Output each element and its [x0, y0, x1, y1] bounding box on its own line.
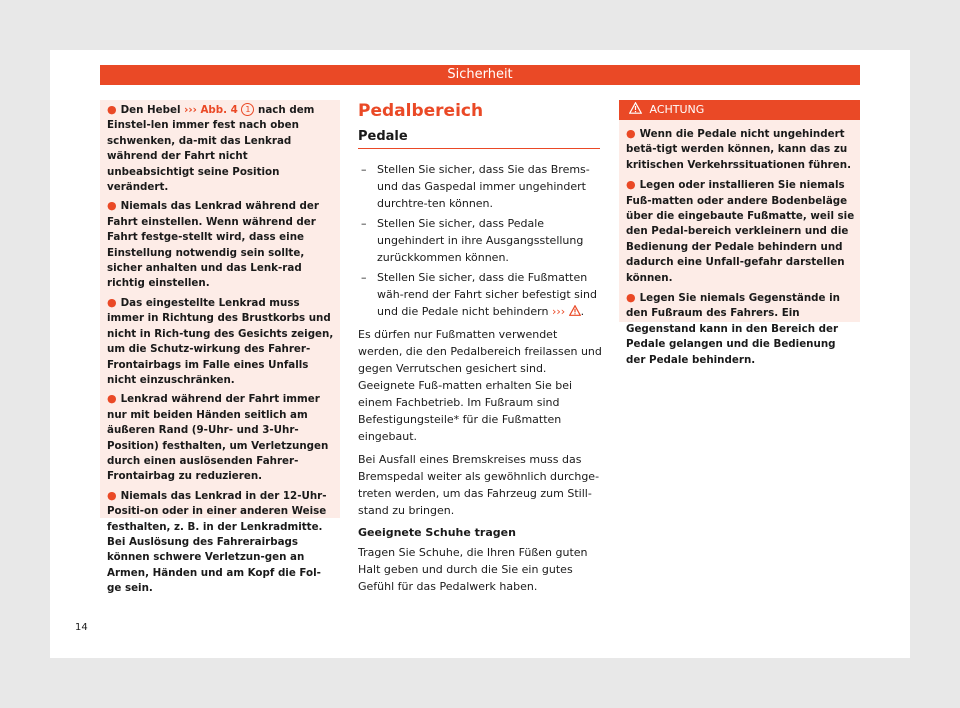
bullet-icon: ●: [107, 199, 117, 213]
pedal-section: [358, 100, 602, 601]
paragraph: Es dürfen nur Fußmatten verwendet werden, die den Pedalbereich freilassen und gegen Verrutschen gesichert sind. Geeignete Fuß-matten erhalten Sie bei einem Fachbetrieb. Im Fußraum sind Befestigungsteile* für die Fußmatten eingebaut.: [358, 328, 602, 443]
achtung-box: [619, 100, 860, 366]
page: [50, 50, 910, 658]
steering-warning-box: [100, 100, 340, 595]
page-number: 14: [75, 622, 88, 633]
bullet-icon: ●: [626, 291, 636, 305]
section-header: [100, 65, 860, 85]
bullet-icon: ●: [107, 488, 117, 502]
paragraph: Bei Ausfall eines Bremskreises muss das Bremspedal weiter als gewöhnlich durchge-treten werden, um das Fahrzeug zum Still-stand zu bringen.: [358, 453, 600, 517]
list-item: ● Den Hebel ››› Abb. 4 1 nach dem Einstel-len immer fest nach oben schwenken, da-mit das Lenkrad während der Fahrt nicht unbeabsichtigt seine Position verändert.: [107, 103, 315, 194]
list-item: ● Das eingestellte Lenkrad muss immer in Richtung des Brustkorbs und nicht in Rich-tung des Gesichts zeigen, um die Schutz-wirkung des Fahrer-Frontairbags im Falle eines Unfalls nicht einzuschränken.: [107, 295, 334, 386]
page-title: Pedalbereich: [358, 101, 484, 121]
list-item: ● Legen Sie niemals Gegenstände in den Fußraum des Fahrers. Ein Gegenstand kann in den Bereich der Pedale gelangen und die Bedienung der Pedale behindern.: [626, 291, 840, 366]
bullet-icon: ●: [626, 178, 636, 192]
section-title: Sicherheit: [447, 67, 513, 82]
section-subtitle: Pedale: [358, 129, 600, 149]
warning-triangle-icon: [629, 102, 642, 114]
list-item: ● Legen oder installieren Sie niemals Fuß-matten oder andere Bodenbeläge über die eingebaute Fußmatte, weil sie den Pedal-bereich verkleinern und die Bedienung der Pedale behindern und dadurch eine Unfall-gefahr darstellen können.: [626, 178, 855, 284]
list-item: ● Niemals das Lenkrad in der 12-Uhr-Positi-on oder in einer anderen Weise festhalten, z. B. in der Lenkradmitte. Bei Auslösung des Fahrerairbags können schwere Verletzun-gen an Armen, Händen und am Kopf die Fol-ge sein.: [107, 488, 327, 595]
bullet-icon: ●: [626, 127, 636, 140]
bullet-icon: ●: [107, 103, 117, 116]
list-item: ● Lenkrad während der Fahrt immer nur mit beiden Händen seitlich am äußeren Rand (9-Uhr- und 3-Uhr-Position) festhalten, um Verletzungen durch einen auslösenden Fahrer-Frontairbag zu reduzieren.: [107, 392, 329, 483]
list-item: – Stellen Sie sicher, dass Sie das Brems- und das Gaspedal immer ungehindert durchtre-ten können.: [361, 163, 590, 210]
bullet-icon: ●: [107, 392, 117, 406]
list-item: ● Niemals das Lenkrad während der Fahrt einstellen. Wenn während der Fahrt festge-stellt wird, dass eine Einstellung notwendig sein sollte, sicher anhalten und das Lenk-rad richtig einstellen.: [107, 199, 319, 290]
list-item: – Stellen Sie sicher, dass die Fußmatten wäh-rend der Fahrt sicher befestigt sind und die Pedale nicht behindern ››› .: [361, 271, 597, 318]
achtung-label: ACHTUNG: [649, 103, 705, 116]
dash-list: [358, 161, 602, 320]
achtung-header: [619, 100, 860, 120]
callout-number-icon: 1: [241, 103, 254, 116]
subheading: Geeignete Schuhe tragen: [358, 526, 516, 539]
warning-triangle-icon: [569, 305, 581, 316]
paragraph: Tragen Sie Schuhe, die Ihren Füßen guten Halt geben und durch die Sie ein gutes Gefühl für das Pedalwerk haben.: [358, 546, 588, 593]
list-item: ● Wenn die Pedale nicht ungehindert betä-tigt werden können, kann das zu kritischen Verkehrssituationen führen.: [626, 127, 851, 171]
reference-link[interactable]: ››› Abb. 4: [184, 104, 238, 116]
list-item: – Stellen Sie sicher, dass Pedale ungehindert in ihre Ausgangsstellung zurückkommen können.: [361, 217, 584, 264]
warning-reference-link[interactable]: ›››: [552, 305, 581, 318]
bullet-icon: ●: [107, 295, 117, 309]
